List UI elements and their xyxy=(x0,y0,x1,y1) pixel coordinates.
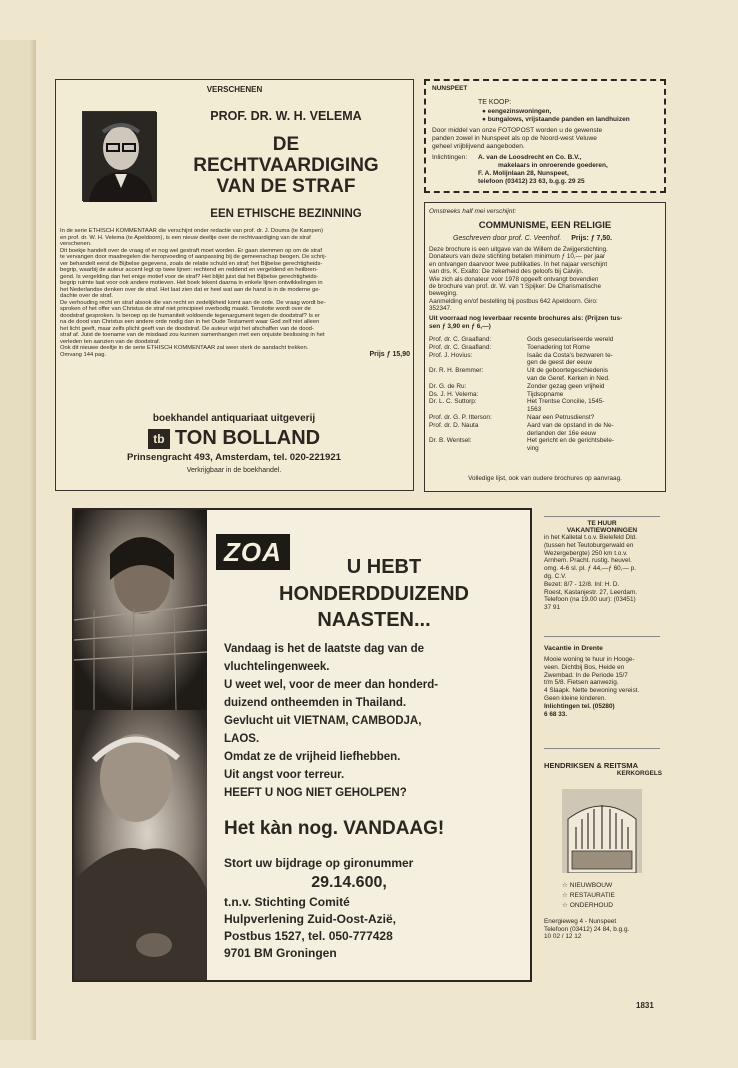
info-block xyxy=(478,154,608,186)
communisme-title: COMMUNISME, EEN RELIGIE xyxy=(478,220,612,231)
service-item xyxy=(562,891,664,901)
body-line: Wezergebergte) 250 km t.o.v. xyxy=(544,549,628,557)
body-line: Arnhem. Pracht. rustig. heuvel. xyxy=(544,557,632,565)
zoa-giro-number: 29.14.600, xyxy=(311,874,387,891)
zoa-line: U weet wel, voor de meer dan honderd- xyxy=(224,679,439,691)
zoa-logo: ZOA xyxy=(216,534,290,570)
body-line: verschenen. xyxy=(60,241,92,247)
info-line: A. van de Loosdrecht en Co. B.V., xyxy=(478,154,582,161)
body-line: sproken of het offer van Christus de straf niet principieel overbodig maakt. Tenslotte wordt over de xyxy=(60,306,311,312)
nunspeet-ad xyxy=(424,79,666,193)
te-huur-body xyxy=(544,534,660,612)
divider xyxy=(544,748,660,749)
brochure-title: ving xyxy=(527,445,539,453)
address-line: Energieweg 4 - Nunspeet xyxy=(544,918,617,925)
sale-item-text: eengezinswoningen, xyxy=(487,108,552,115)
brochure-author: Ds. J. H. Velema: xyxy=(429,390,479,398)
portrait-figure xyxy=(83,112,157,202)
brochure-title: van de Geref. Kerken in Ned. xyxy=(527,374,610,382)
brochure-title: Gods geseculariseerde wereld xyxy=(527,336,614,343)
body-line: dachte over de straf. xyxy=(60,293,113,299)
service-label: RESTAURATIE xyxy=(569,892,615,899)
brochure-row xyxy=(429,422,665,430)
body-line: 352347. xyxy=(429,305,452,313)
written-by: Geschreven door prof. C. Veenhof. xyxy=(453,235,562,242)
book-title-1: DE xyxy=(272,134,300,155)
zoa-line: LAOS. xyxy=(224,733,260,745)
refugee-photo-collage xyxy=(74,510,207,982)
author-photo xyxy=(82,111,156,201)
brochure-row xyxy=(429,437,665,445)
zoa-ad xyxy=(72,508,532,982)
body-line: Geen kleine kinderen. xyxy=(544,694,607,702)
brochure-author: Dr. G. de Ru: xyxy=(429,382,467,390)
brochure-title: gen de geest der eeuw xyxy=(527,359,593,367)
brochure-row xyxy=(429,414,665,422)
brochure-row xyxy=(429,445,665,453)
body-line: 4 Slaapk. Nette bewoning vereist. xyxy=(544,687,640,695)
communisme-ad xyxy=(424,202,666,492)
body-line: Wie zich als donateur voor 1978 opgeeft ontvangt bovendien xyxy=(429,275,599,283)
brochure-title: derlanden der 16e eeuw xyxy=(527,429,596,437)
body-line: De verhouding recht en straf alsook die van recht en zedelijkheid komt aan de orde. De vraag wordt be- xyxy=(60,299,326,306)
brochure-title: Het gericht en de gerichtsbele- xyxy=(527,437,615,445)
hendriksen-ad xyxy=(544,748,664,941)
star-icon: ☆ xyxy=(562,892,568,899)
zoa-line: Vandaag is het de laatste dag van de xyxy=(224,643,425,655)
brochure-author: Dr. B. Wentsel: xyxy=(429,437,472,445)
brochure-author: Prof. dr. D. Nauta xyxy=(429,421,479,429)
body-line: van drs. K. Exalto: De zekerheid des geloofs bij Calvijn. xyxy=(429,268,584,276)
info-line: telefoon (03412) 23 63, b.g.g. 29 25 xyxy=(478,178,585,185)
body-line: doodstraf gesproken. Is beroep op de humaniteit voldoende tegenargument tegen de doodstraf? Is er xyxy=(60,312,320,319)
drente-title: Vacantie in Drente xyxy=(544,645,603,652)
brochure-author: Dr. L. C. Suttorp: xyxy=(429,398,477,406)
zoa-address-line: Postbus 1527, tel. 050-777428 xyxy=(224,929,393,943)
brochure-title: 1563 xyxy=(527,406,542,414)
shop-line: boekhandel antiquariaat uitgeverij xyxy=(152,413,316,424)
communisme-intro: Omstreeks half mei verschijnt: xyxy=(429,208,517,215)
zoa-line: vluchtelingenweek. xyxy=(224,661,330,673)
body-line: dg. C.V. xyxy=(544,572,567,580)
body-line: Dit boekje handelt over de vraag of er nog wel gestraft moet worden. Er gaan stemmen op om de straf xyxy=(60,247,322,254)
brochure-title: Het Trentse Concilie, 1545- xyxy=(527,398,605,406)
body-line: de brochure van prof. dr. W. van 't Spijker: De Charismatische xyxy=(429,283,601,291)
nunspeet-line: panden zowel in Nunspeet als op de Noord-west Veluwe xyxy=(432,135,597,142)
hendriksen-address xyxy=(544,918,664,941)
body-line: Mooie woning te huur in Hooge- xyxy=(544,656,635,663)
book-title-3: VAN DE STRAF xyxy=(216,176,356,197)
book-title-2: RECHTVAARDIGING xyxy=(193,155,379,176)
zoa-body xyxy=(224,640,529,802)
brochure-author: Prof. J. Hovius: xyxy=(429,351,473,359)
body-line: het licht geeft, maar zelfs plicht geeft van de doodstraf. De auteur wijst het afschaffen van de dood- xyxy=(60,325,314,332)
communisme-body xyxy=(429,246,665,313)
body-line: verleden ten aanzien van de doodstraf. xyxy=(60,338,161,345)
book-price: Prijs ƒ 15,90 xyxy=(369,350,410,358)
body-line: veen. Dichtbij Bos, Heide en xyxy=(544,663,625,671)
body-line: Zwembad. In de Periode 15/7 xyxy=(544,671,628,679)
brochure-title: Isaäc da Costa's bezwaren te- xyxy=(527,351,613,359)
zoa-address-line: t.n.v. Stichting Comité xyxy=(224,895,350,909)
body-line: in het Kalletal t.o.v. Bielefeld Dld. xyxy=(544,534,637,541)
brochure-row xyxy=(429,406,665,414)
drente-body xyxy=(544,656,660,718)
brochure-row xyxy=(429,344,665,352)
brochure-row xyxy=(429,375,665,383)
body-line: In de serie ETHISCH KOMMENTAAR die verschijnt onder redactie van prof. dr. J. Douma (te Kampen) xyxy=(60,228,324,234)
star-icon: ☆ xyxy=(562,882,568,889)
body-line: 37 91 xyxy=(544,604,560,612)
brochure-title: Toenadering tot Rome xyxy=(527,343,590,351)
brochure-row xyxy=(429,352,665,360)
zoa-address-line: 9701 BM Groningen xyxy=(224,946,337,960)
hendriksen-subtitle: KERKORGELS xyxy=(616,770,662,777)
service-item xyxy=(562,881,664,891)
zoa-headline-3: NAASTEN... xyxy=(317,609,431,631)
brochure-author: Dr. R. H. Bremmer: xyxy=(429,367,484,375)
velema-body xyxy=(60,228,410,358)
book-subtitle: EEN ETHISCHE BEZINNING xyxy=(210,208,362,220)
zoa-stort: Stort uw bijdrage op gironummer xyxy=(224,856,414,870)
star-icon: ☆ xyxy=(562,902,568,909)
stock-line: sen ƒ 3,90 en ƒ 6,—) xyxy=(429,322,491,330)
zoa-big-line: Het kàn nog. VANDAAG! xyxy=(224,818,445,839)
info-line: makelaars in onroerende goederen, xyxy=(498,162,608,169)
communisme-footer: Volledige lijst, ook van oudere brochures op aanvraag. xyxy=(468,475,622,482)
body-line: te vervangen door maatregelen die heropvoeding of aanpassing bij de gemeenschap beogen. De schrij- xyxy=(60,254,327,260)
nunspeet-line: geheel vrijblijvend aangeboden. xyxy=(432,143,525,150)
zoa-headline-1: U HEBT xyxy=(346,556,422,578)
brochure-author: Prof. dr. G. P. Itterson: xyxy=(429,413,492,421)
divider xyxy=(544,636,660,637)
brochure-row xyxy=(429,398,665,406)
service-item xyxy=(562,901,664,911)
zoa-headline-2: HONDERDDUIZEND xyxy=(279,583,469,605)
body-line: Donateurs van deze stichting betalen minimum ƒ 10,— per jaar xyxy=(429,253,606,261)
brochure-title: Naar een Petrusdienst? xyxy=(527,413,595,421)
brochure-list xyxy=(429,336,665,453)
body-line: t/m 5/8. Fietsen aanwezig. xyxy=(544,679,619,687)
brochure-row xyxy=(429,336,665,344)
refugee-photo xyxy=(74,510,207,982)
service-label: ONDERHOUD xyxy=(569,902,613,909)
shop-name: TON BOLLAND xyxy=(174,427,321,449)
sale-item-text: bungalows, vrijstaande panden en landhuizen xyxy=(487,116,630,123)
body-line: straf af. Juist de toename van de misdaad zou kunnen samenhangen met een onjuiste beslissing in het xyxy=(60,332,325,338)
brochure-row xyxy=(429,359,665,367)
ton-bolland-logo: tb xyxy=(148,429,170,449)
body-line: na de dood van Christus een andere orde nodig dan in het Oude Testament waar God zelf niet alleen xyxy=(60,319,320,325)
availability: Verkrijgbaar in de boekhandel. xyxy=(186,467,282,474)
body-line: ver behandelt eerst de Bijbelse gegevens, zoals de relatie schuld en straf; het Bijbelse gerechtigheids- xyxy=(60,260,323,267)
sale-item: ● eengezinswoningen, xyxy=(482,108,552,115)
brochure-title: Tijdsopname xyxy=(527,390,564,398)
velema-header: VERSCHENEN xyxy=(206,85,263,94)
zoa-address-line: Hulpverlening Zuid-Oost-Azië, xyxy=(224,912,397,926)
body-line: en ontvangen daarvoor twee publikaties. In het najaar verschijnt xyxy=(429,260,608,268)
stock-line: Uit voorraad nog leverbaar recente brochures als: (Prijzen tus- xyxy=(429,315,623,322)
body-line: Telefoon (na 19.00 uur): (03451) xyxy=(544,596,636,604)
communisme-price: Prijs: ƒ 7,50. xyxy=(571,235,613,242)
brochure-row xyxy=(429,391,665,399)
brochure-author: Prof. dr. C. Graafland: xyxy=(429,336,492,343)
info-line: F. A. Molijnlaan 28, Nunspeet, xyxy=(478,170,569,177)
body-line: Bezet: 8/7 - 12/8. Inl: H. D. xyxy=(544,580,620,588)
divider xyxy=(544,516,660,517)
sale-item: ● bungalows, vrijstaande panden en landhuizen xyxy=(482,116,630,123)
organ-drawing xyxy=(562,789,642,873)
body-line: Deze brochure is een uitgave van de Willem de Zwijgerstichting. xyxy=(429,246,608,253)
zoa-line: duizend ontheemden in Thailand. xyxy=(224,697,407,709)
address-line: 10 02 / 12 12 xyxy=(544,933,582,941)
service-label: NIEUWBOUW xyxy=(569,882,613,889)
body-line: 6 68 33. xyxy=(544,710,568,718)
body-line: (tussen het Teutoburgerwald en xyxy=(544,541,634,549)
body-line: gend. Is vergelding dan het enige motief voor de straf? Het blijkt juist dat het Bijbelse gerechtigheids- xyxy=(60,273,319,280)
author-price-row xyxy=(453,235,612,242)
body-line: omg. 4-6 sl. pl. ƒ 44,—ƒ 60,— p. xyxy=(544,565,636,573)
brochure-title: Aard van de opstand in de Ne- xyxy=(527,421,614,429)
stock-note xyxy=(429,315,665,330)
nunspeet-header: NUNSPEET xyxy=(432,85,468,92)
drente-ad xyxy=(544,636,660,718)
body-line: en prof. dr. W. H. Velema (te Apeldoorn), is een nieuw deeltje over de rechtvaardiging van de straf xyxy=(60,234,311,241)
body-line: het Nederlandse denken over de straf. Het laat zien dat er heel wat aan de hand is in de moderne ge- xyxy=(60,286,321,293)
organ-image xyxy=(562,789,642,873)
info-label: Inlichtingen: xyxy=(432,154,468,161)
brochure-row xyxy=(429,367,665,375)
body-line: Ook dit nieuwe deeltje in de serie ETHISCH KOMMENTAAR zal weer sterk de aandacht trekken. xyxy=(60,345,309,351)
book-extent: Omvang 144 pag. xyxy=(60,351,107,358)
te-huur-ad xyxy=(544,516,660,612)
zoa-line: Omdat ze de vrijheid liefhebben. xyxy=(224,751,401,763)
page-number: 1831 xyxy=(636,1001,654,1010)
zoa-line: Uit angst voor terreur. xyxy=(224,769,345,781)
shop-logo-row xyxy=(56,427,412,450)
nunspeet-line: Door middel van onze FOTOPOST worden u de gewenste xyxy=(432,127,603,134)
brochure-row xyxy=(429,383,665,391)
body-line: beweging. xyxy=(429,290,458,298)
velema-book-ad xyxy=(55,79,414,491)
body-line: Inlichtingen tel. (05280) xyxy=(544,702,615,710)
shop-address: Prinsengracht 493, Amsterdam, tel. 020-221921 xyxy=(126,452,341,463)
body-line: begrip ruimte laat voor ook andere motieven. Het boek tekent daarna in enkele lijnen ontwikkelingen in xyxy=(60,280,323,286)
for-sale-label: TE KOOP: xyxy=(478,99,512,106)
zoa-line: Gevlucht uit VIETNAM, CAMBODJA, xyxy=(224,715,422,727)
brochure-author: Prof. dr. C. Graafland: xyxy=(429,343,492,351)
brochure-title: Zonder gezag geen vrijheid xyxy=(527,382,605,390)
te-huur-title: TE HUUR xyxy=(587,520,617,527)
extent-price-row xyxy=(60,352,410,359)
author-name: PROF. DR. W. H. VELEMA xyxy=(210,109,362,123)
hendriksen-services xyxy=(562,881,664,911)
body-line: Roest, Kastanjestr. 27, Leerdam. xyxy=(544,588,638,596)
te-huur-subtitle: VAKANTIEWONINGEN xyxy=(566,527,638,534)
body-line: begrip, waarbij de auteur accent legt op twee lijnen: rechtend en reddend en vergeldend en heilbren- xyxy=(60,267,318,273)
brochure-row xyxy=(429,430,665,438)
hendriksen-title: HENDRIKSEN & REITSMA xyxy=(544,761,639,770)
zoa-address xyxy=(224,894,529,962)
zoa-line: HEEFT U NOG NIET GEHOLPEN? xyxy=(224,787,407,799)
body-line: Aanmelding en/of bestelling bij postbus 642 Apeldoorn. Giro: xyxy=(429,297,598,305)
previous-page-edge xyxy=(0,40,36,1040)
address-line: Telefoon (03412) 24 84, b.g.g. xyxy=(544,925,630,933)
brochure-title: Uit de geboortegeschiedenis xyxy=(527,367,609,375)
